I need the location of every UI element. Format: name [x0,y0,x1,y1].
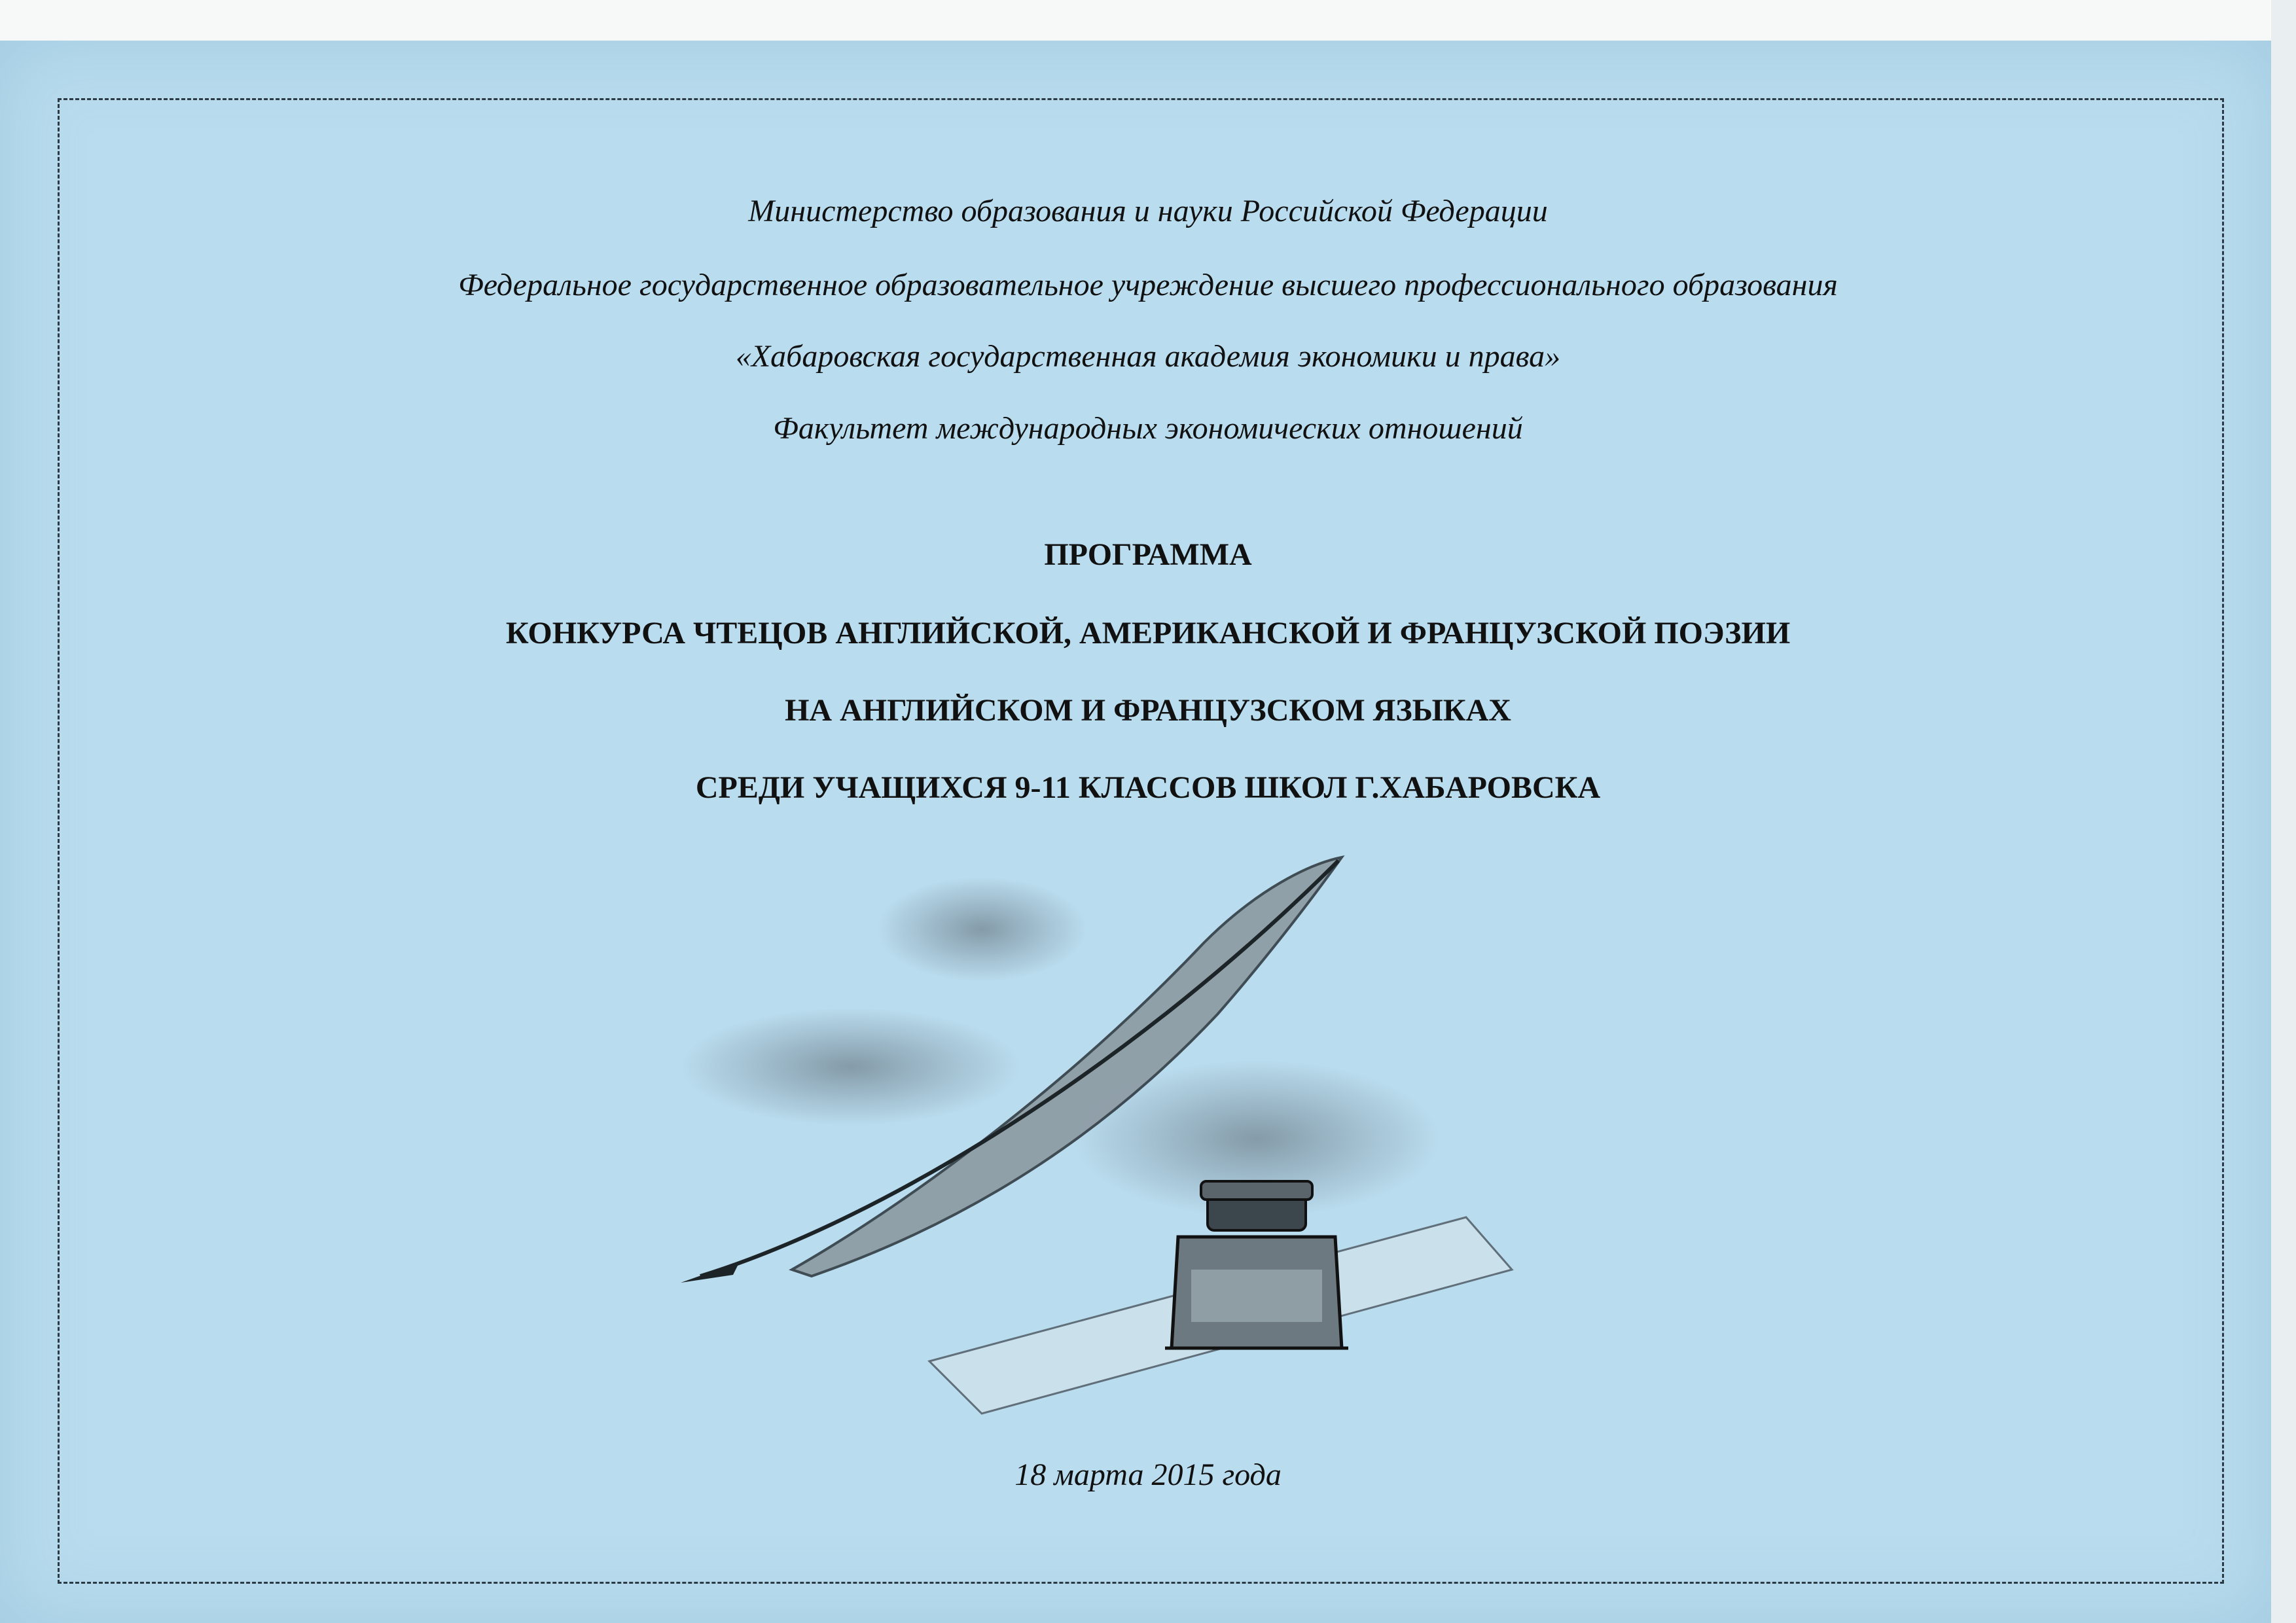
academy-line: «Хабаровская государственная академия экономики и права» [735,339,1561,374]
ministry-line: Министерство образования и науки Российской Федерации [748,194,1548,228]
ink-smudge [877,877,1086,982]
scan-top-margin [0,0,2271,41]
title-languages: НА АНГЛИЙСКОМ И ФРАНЦУЗСКОМ ЯЗЫКАХ [785,693,1511,728]
faculty-line: Факультет международных экономических отношений [773,411,1523,446]
event-date: 18 марта 2015 года [1014,1457,1282,1492]
ink-smudge [681,1008,1021,1126]
title-contest: КОНКУРСА ЧТЕЦОВ АНГЛИЙСКОЙ, АМЕРИКАНСКОЙ И ФРАНЦУЗСКОЙ ПОЭЗИИ [505,616,1791,651]
title-audience: СРЕДИ УЧАЩИХСЯ 9-11 КЛАССОВ ШКОЛ Г.ХАБАРОВСКА [695,770,1601,805]
institution-line: Федеральное государственное образовательное учреждение высшего профессионального образования [458,268,1838,302]
quill-nib [681,1262,740,1283]
title-program: ПРОГРАММА [1044,537,1252,572]
scan-right-margin [2271,0,2296,1623]
quill-inkwell-illustration [615,851,1558,1427]
